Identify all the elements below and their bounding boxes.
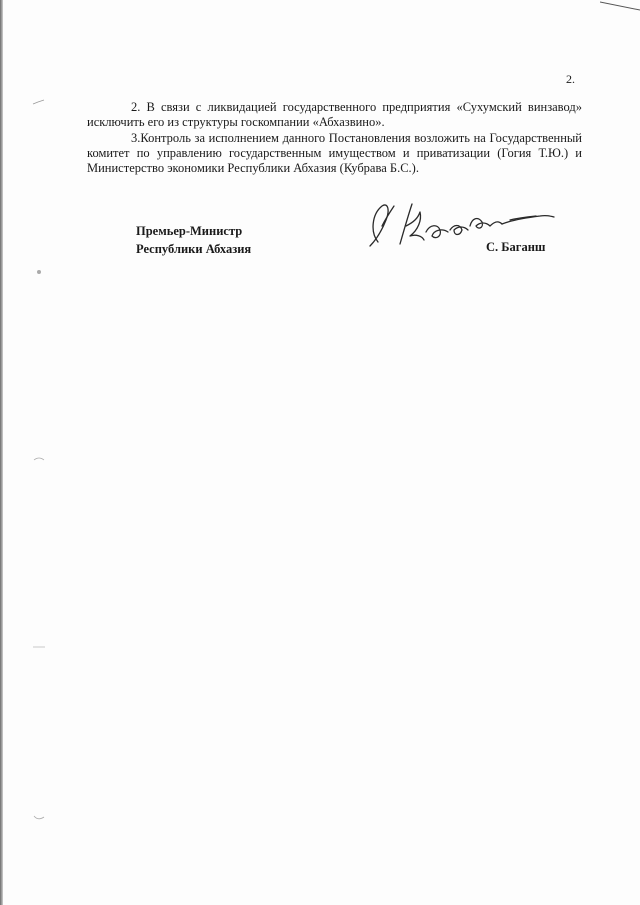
scan-artifact (32, 268, 46, 276)
signatory-title (136, 222, 251, 258)
scan-artifact (32, 98, 46, 106)
scan-artifact (32, 455, 46, 463)
scan-artifact (32, 814, 46, 822)
scan-left-edge (0, 0, 3, 905)
signatory-title-line2: Республики Абхазия (136, 242, 252, 256)
paragraph-3-text: 3.Контроль за исполнением данного Постановления возложить на Государственный комитет по управлению государственным имуществом и приватизации (Гогия Т.Ю.) и Министерство экономики Республики Абхазия (Кубрава Б.С.). (87, 131, 582, 175)
paragraph-2-text: 2. В связи с ликвидацией государственного предприятия «Сухумский винзавод» исключить его из структуры госкомпании «Абхазвино». (87, 100, 582, 129)
scan-artifact (32, 643, 46, 651)
paragraph-3 (87, 131, 582, 176)
scan-corner-mark (600, 0, 640, 20)
paragraph-2 (87, 100, 582, 130)
page-number: 2. (566, 72, 575, 86)
signatory-title-line1: Премьер-Министр (136, 224, 243, 238)
signatory-name: С. Баганш (486, 240, 546, 254)
